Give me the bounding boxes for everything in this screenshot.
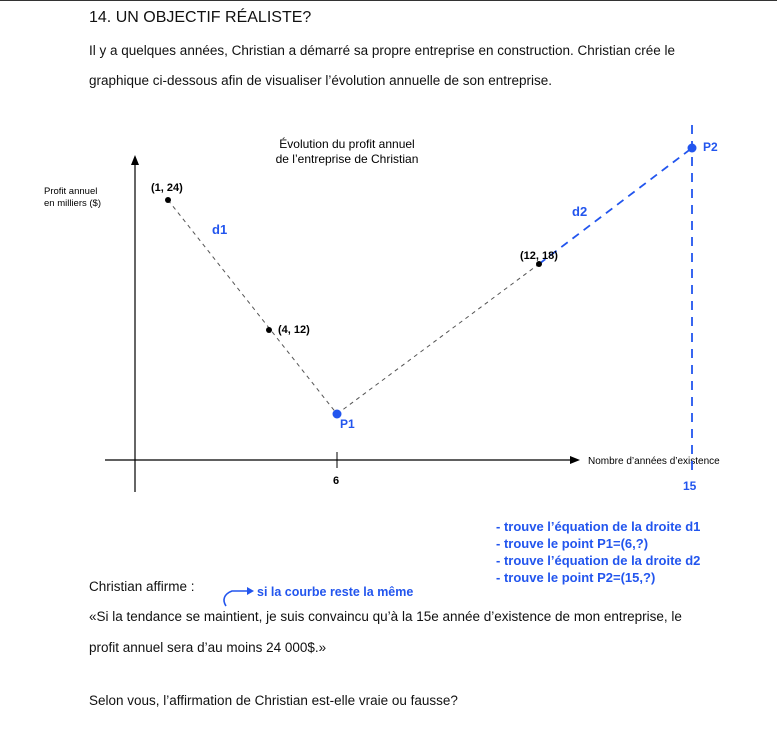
point-1-24 — [165, 197, 171, 203]
task-item: - trouve l’équation de la droite d1 — [496, 519, 701, 534]
point-p2 — [688, 144, 697, 153]
segment-d2-extension — [539, 148, 692, 264]
label-p1: P1 — [340, 417, 355, 431]
claim-lead: Christian affirme : — [89, 579, 195, 594]
y-axis-label-line-1: Profit annuel — [44, 186, 98, 197]
task-item: - trouve l’équation de la droite d2 — [496, 553, 701, 568]
quote-line-2: profit annuel sera d’au moins 24 000$.» — [89, 640, 327, 655]
label-x15: 15 — [683, 479, 697, 493]
x-axis-label: Nombre d’années d’existence — [588, 456, 720, 467]
label-d2: d2 — [572, 204, 588, 219]
x-axis-arrow — [570, 456, 580, 464]
task-list — [496, 518, 700, 586]
intro-line-1: Il y a quelques années, Christian a démarré sa propre entreprise en construction. Christian crée le — [89, 43, 676, 58]
quote-line-1: «Si la tendance se maintient, je suis convaincu qu’à la 15e année d’existence de mon entreprise, le — [89, 609, 682, 624]
problem-title: 14. UN OBJECTIF RÉALISTE? — [89, 9, 312, 26]
y-axis-arrow — [131, 155, 139, 165]
segment-d1 — [168, 200, 337, 414]
point-label-12-18: (12, 18) — [520, 250, 558, 262]
x-tick-label-6: 6 — [333, 475, 340, 487]
chart-title-line-1: Évolution du profit annuel — [279, 137, 415, 151]
label-d1: d1 — [212, 222, 228, 237]
point-label-4-12: (4, 12) — [278, 324, 310, 336]
intro-line-2: graphique ci-dessous afin de visualiser l’évolution annuelle de son entreprise. — [89, 73, 553, 88]
task-item: - trouve le point P2=(15,?) — [496, 570, 656, 585]
chart-title-line-2: de l’entreprise de Christian — [275, 152, 419, 166]
handwritten-note: si la courbe reste la même — [257, 585, 414, 599]
point-label-1-24: (1, 24) — [151, 182, 183, 194]
question: Selon vous, l’affirmation de Christian est-elle vraie ou fausse? — [89, 693, 458, 708]
task-item: - trouve le point P1=(6,?) — [496, 536, 649, 551]
curved-arrow-icon — [220, 584, 258, 610]
point-4-12 — [266, 327, 272, 333]
segment-p1-to-12-18 — [337, 264, 539, 414]
y-axis-label-line-2: en milliers ($) — [44, 198, 102, 209]
label-p2: P2 — [703, 140, 718, 154]
